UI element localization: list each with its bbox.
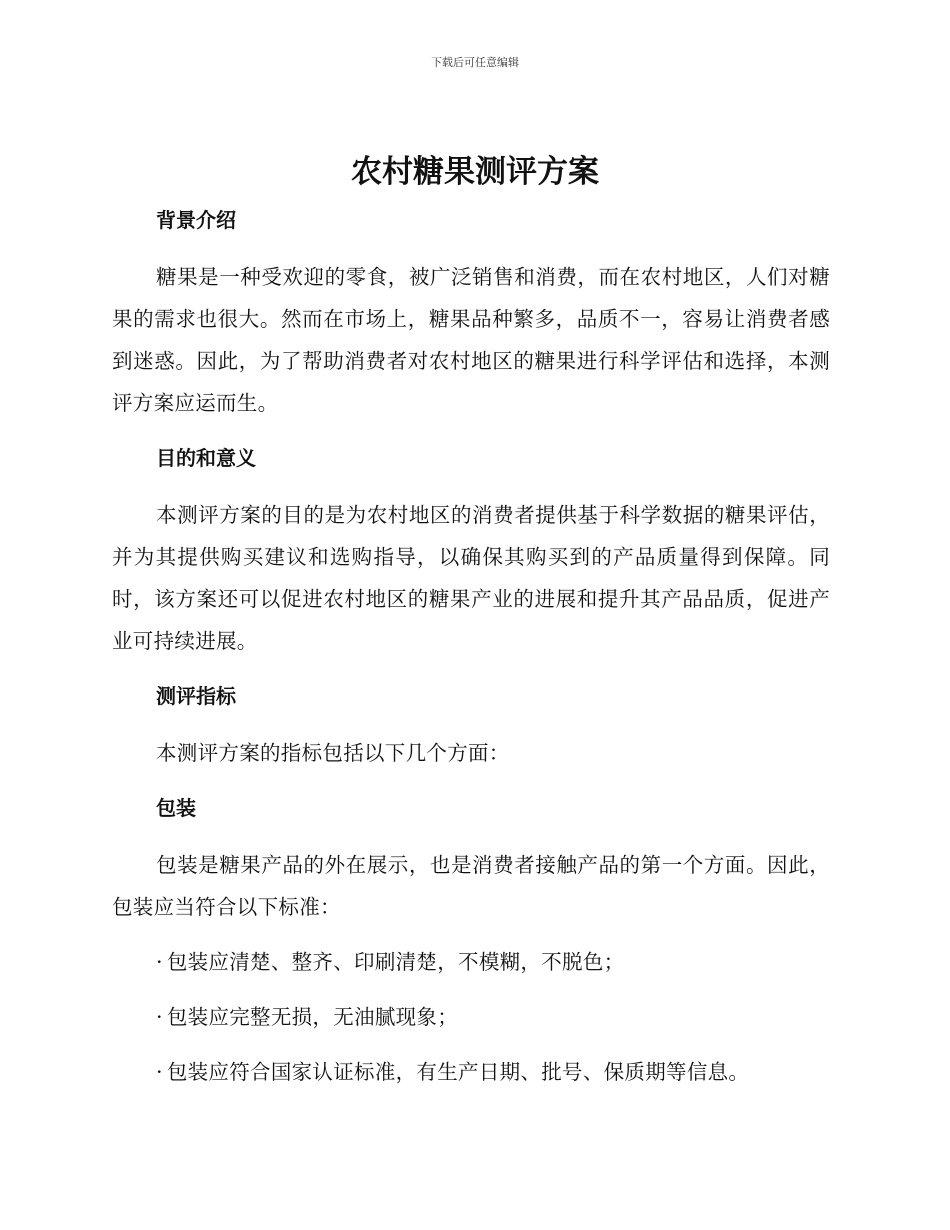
bullet-marker: · [156,1060,163,1084]
document-body [112,202,830,1093]
section-heading-background: 背景介绍 [156,208,236,232]
section-heading-indicators: 测评指标 [156,684,236,708]
section-heading-purpose: 目的和意义 [156,446,256,470]
bullet-marker: · [156,950,163,974]
section-heading-packaging: 包装 [156,796,196,820]
list-item-text: 包装应清楚、整齐、印刷清楚，不模糊，不脱色； [166,950,625,974]
section-text-packaging: 包装是糖果产品的外在展示，也是消费者接触产品的第一个方面。因此，包装应当符合以下标准： [112,853,830,919]
header-note: 下载后可任意编辑 [431,56,519,69]
list-item-text: 包装应符合国家认证标准，有生产日期、批号、保质期等信息。 [166,1060,750,1084]
list-item [112,1051,830,1093]
section-text-indicators: 本测评方案的指标包括以下几个方面： [156,741,510,765]
list-item-text: 包装应完整无损，无油腻现象； [166,1005,459,1029]
bullet-marker: · [156,1005,163,1029]
list-item [112,996,830,1038]
list-item [112,941,830,983]
section-text-background: 糖果是一种受欢迎的零食，被广泛销售和消费，而在农村地区，人们对糖果的需求也很大。然而在市场上，糖果品种繁多，品质不一，容易让消费者感到迷惑。因此，为了帮助消费者对农村地区的糖果进行科学评估和选择，本测评方案应运而生。 [112,265,830,415]
document-title: 农村糖果测评方案 [351,154,599,190]
section-text-purpose: 本测评方案的目的是为农村地区的消费者提供基于科学数据的糖果评估，并为其提供购买建议和选购指导，以确保其购买到的产品质量得到保障。同时，该方案还可以促进农村地区的糖果产业的进展和提升其产品品质，促进产业可持续进展。 [112,503,830,653]
